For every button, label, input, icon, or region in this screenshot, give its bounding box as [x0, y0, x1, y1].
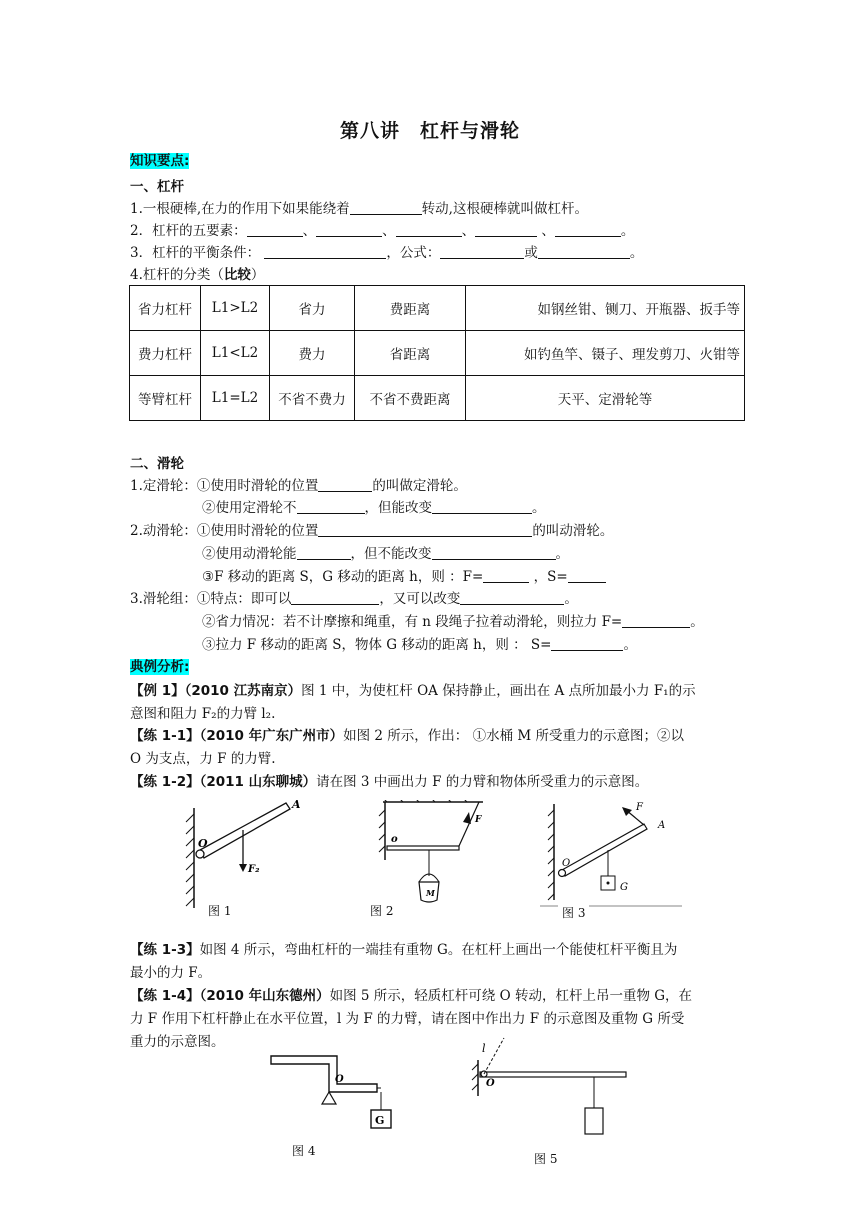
- figure-3-caption: 图 3: [558, 904, 589, 921]
- pulley-block-2: ②省力情况：若不计摩擦和绳重，有 n 段绳子拉着动滑轮，则拉力 F= 。: [202, 614, 704, 630]
- practice-1-3: 【练 1-3】如图 4 所示，弯曲杠杆的一端挂有重物 G。在杠杆上画出一个能使杠杆平衡且为: [130, 942, 678, 958]
- answer-blank: [555, 223, 621, 237]
- knowledge-header: 知识要点:: [130, 153, 190, 169]
- answer-blank: [396, 223, 462, 237]
- example-1: 【例 1】（2010 江苏南京）图 1 中，为使杠杆 OA 保持静止，画出在 A 点所加最小力 F₁的示: [130, 683, 696, 699]
- section-lever-heading: 一、杠杆: [130, 179, 184, 195]
- table-row: 等臂杠杆 L1=L2 不省不费力 不省不费距离 天平、定滑轮等: [130, 376, 745, 421]
- figure-5-caption: 图 5: [534, 1152, 558, 1166]
- answer-blank: [297, 546, 351, 560]
- fig1-label-a: A: [292, 800, 301, 811]
- practice-1-4-cont2: 重力的示意图。: [130, 1034, 225, 1050]
- practice-1-1: 【练 1-1】（2010 年广东广州市）如图 2 所示，作出： ①水桶 M 所受重力的示意图；②以: [130, 728, 684, 744]
- page-title: 第八讲 杠杆与滑轮: [339, 120, 520, 142]
- section-pulley-heading: 二、滑轮: [130, 456, 184, 472]
- table-row: 省力杠杆 L1>L2 省力 费距离 如钢丝钳、铡刀、开瓶器、扳手等: [130, 286, 745, 331]
- fig4-label-g: G: [375, 1114, 385, 1127]
- fig2-label-f: F: [475, 815, 482, 825]
- answer-blank: [475, 223, 537, 237]
- pulley-block-3: ③拉力 F 移动的距离 S，物体 G 移动的距离 h，则 ： S= 。: [202, 637, 637, 653]
- figure-4-bent-lever: [265, 1052, 405, 1134]
- fig5-label-l: l: [482, 1042, 486, 1055]
- movable-pulley-1: 2.动滑轮：①使用时滑轮的位置 的叫动滑轮。: [130, 523, 614, 539]
- table-row: 费力杠杆 L1<L2 费力 省距离 如钓鱼竿、镊子、理发剪刀、火钳等: [130, 331, 745, 376]
- fig3-label-o: O: [562, 858, 571, 869]
- answer-blank: [460, 591, 564, 605]
- answer-blank: [432, 500, 532, 514]
- example-1-cont: 意图和阻力 F₂的力臂 l₂.: [130, 706, 276, 722]
- lever-balance-condition: 3．杠杆的平衡条件： ，公式： 或 。: [130, 245, 644, 261]
- answer-blank: [483, 569, 529, 583]
- answer-blank: [318, 523, 532, 537]
- fig1-label-o: O: [198, 837, 208, 850]
- figure-5-lever: [464, 1036, 636, 1146]
- answer-blank: [318, 478, 372, 492]
- answer-blank: [568, 569, 606, 583]
- answer-blank: [264, 245, 386, 259]
- fig3-label-g: G: [620, 882, 628, 893]
- pulley-block-1: 3.滑轮组：①特点：即可以 ，又可以改变 。: [130, 591, 578, 607]
- practice-1-3-cont: 最小的力 F。: [130, 965, 212, 981]
- answer-blank: [622, 614, 690, 628]
- fig4-label-o: O: [335, 1074, 344, 1085]
- fig3-label-f: F: [636, 802, 643, 813]
- fig2-label-o: o: [391, 834, 398, 845]
- fig2-label-m: M: [426, 888, 435, 898]
- figure-1-lever: [180, 800, 310, 920]
- practice-1-1-cont: O 为支点，力 F 的力臂.: [130, 751, 276, 767]
- answer-blank: [440, 245, 524, 259]
- answer-blank: [432, 546, 556, 560]
- answer-blank: [297, 500, 365, 514]
- fig3-label-a: A: [658, 820, 666, 831]
- movable-pulley-2: ②使用动滑轮能 ，但不能改变 。: [202, 546, 569, 562]
- figure-4-caption: 图 4: [292, 1144, 316, 1158]
- answer-blank: [316, 223, 382, 237]
- fixed-pulley-1: 1.定滑轮：①使用时滑轮的位置 的叫做定滑轮。: [130, 478, 467, 494]
- fixed-pulley-2: ②使用定滑轮不 ，但能改变 。: [202, 500, 546, 516]
- answer-blank: [350, 201, 422, 215]
- answer-blank: [551, 637, 623, 651]
- practice-1-2: 【练 1-2】（2011 山东聊城）请在图 3 中画出力 F 的力臂和物体所受重力的示意图。: [130, 774, 649, 790]
- example-header: 典例分析:: [130, 659, 190, 675]
- lever-five-elements: 2．杠杆的五要素： 、 、 、 、 。: [130, 223, 635, 239]
- figure-2-caption: 图 2: [370, 904, 394, 918]
- answer-blank: [538, 245, 630, 259]
- answer-blank: [291, 591, 379, 605]
- fig1-label-f2: F₂: [248, 864, 260, 875]
- lever-classification: 4.杠杆的分类（比较）: [130, 267, 265, 283]
- lever-classification-table: [129, 285, 745, 421]
- fig5-label-o: O: [486, 1078, 495, 1089]
- lever-definition: 1.一根硬棒,在力的作用下如果能绕着 转动,这根硬棒就叫做杠杆。: [130, 201, 588, 217]
- figure-1-caption: 图 1: [208, 904, 232, 918]
- movable-pulley-3: ③F 移动的距离 S，G 移动的距离 h，则 ：F= ，S=: [202, 568, 606, 586]
- figure-3-lever: [540, 800, 685, 920]
- practice-1-4: 【练 1-4】（2010 年山东德州）如图 5 所示，轻质杠杆可绕 O 转动，杠杆上吊一重物 G，在: [130, 988, 693, 1004]
- practice-1-4-cont: 力 F 作用下杠杆静止在水平位置，l 为 F 的力臂，请在图中作出力 F 的示意图及重物 G 所受: [130, 1011, 685, 1027]
- answer-blank: [247, 223, 303, 237]
